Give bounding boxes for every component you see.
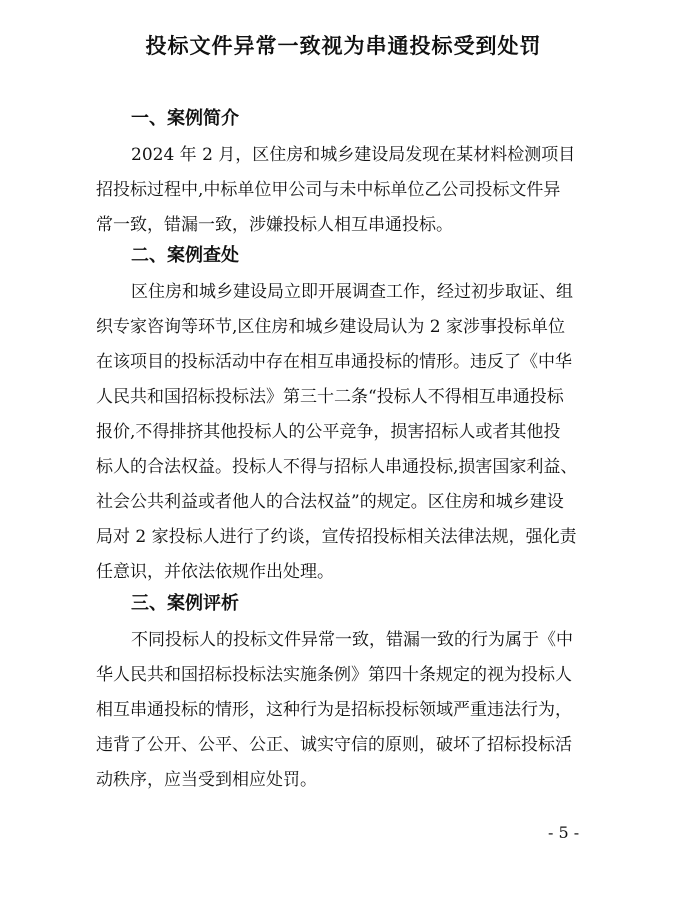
paragraph-line: 局对 2 家投标人进行了约谈，宣传招投标相关法律法规，强化责 [96, 527, 577, 547]
page-title: 投标文件异常一致视为串通投标受到处罚 [145, 33, 542, 58]
paragraph-line: 不同投标人的投标文件异常一致，错漏一致的行为属于《中 [131, 630, 573, 650]
paragraph-line: 常一致，错漏一致，涉嫌投标人相互串通投标。 [96, 215, 453, 235]
section-heading-intro: 一、案例简介 [131, 108, 239, 129]
paragraph-line: 违背了公开、公平、公正、诚实守信的原则，破坏了招标投标活 [96, 735, 572, 755]
paragraph-line: 织专家咨询等环节,区住房和城乡建设局认为 2 家涉事投标单位 [96, 317, 566, 337]
paragraph-line: 人民共和国招标投标法》第三十二条“投标人不得相互串通投标 [96, 387, 564, 407]
page-number: - 5 - [548, 823, 580, 842]
paragraph-line: 标人的合法权益。投标人不得与招标人串通投标,损害国家利益、 [96, 457, 578, 477]
paragraph-line: 2024 年 2 月，区住房和城乡建设局发现在某材料检测项目 [131, 145, 576, 165]
paragraph-line: 社会公共利益或者他人的合法权益”的规定。区住房和城乡建设 [96, 492, 564, 512]
paragraph-line: 区住房和城乡建设局立即开展调查工作，经过初步取证、组 [131, 282, 573, 302]
paragraph-line: 相互串通投标的情形，这种行为是招标投标领域严重违法行为， [96, 700, 572, 720]
section-heading-investigation: 二、案例查处 [131, 245, 239, 266]
paragraph-line: 任意识，并依法依规作出处理。 [96, 562, 334, 582]
paragraph-line: 华人民共和国招标投标法实施条例》第四十条规定的视为投标人 [96, 665, 572, 685]
section-heading-analysis: 三、案例评析 [131, 593, 239, 614]
paragraph-line: 报价,不得排挤其他投标人的公平竞争，损害招标人或者其他投 [96, 422, 561, 442]
paragraph-line: 动秩序，应当受到相应处罚。 [96, 770, 317, 790]
paragraph-line: 在该项目的投标活动中存在相互串通投标的情形。违反了《中华 [96, 352, 572, 372]
paragraph-line: 招投标过程中,中标单位甲公司与未中标单位乙公司投标文件异 [96, 180, 561, 200]
